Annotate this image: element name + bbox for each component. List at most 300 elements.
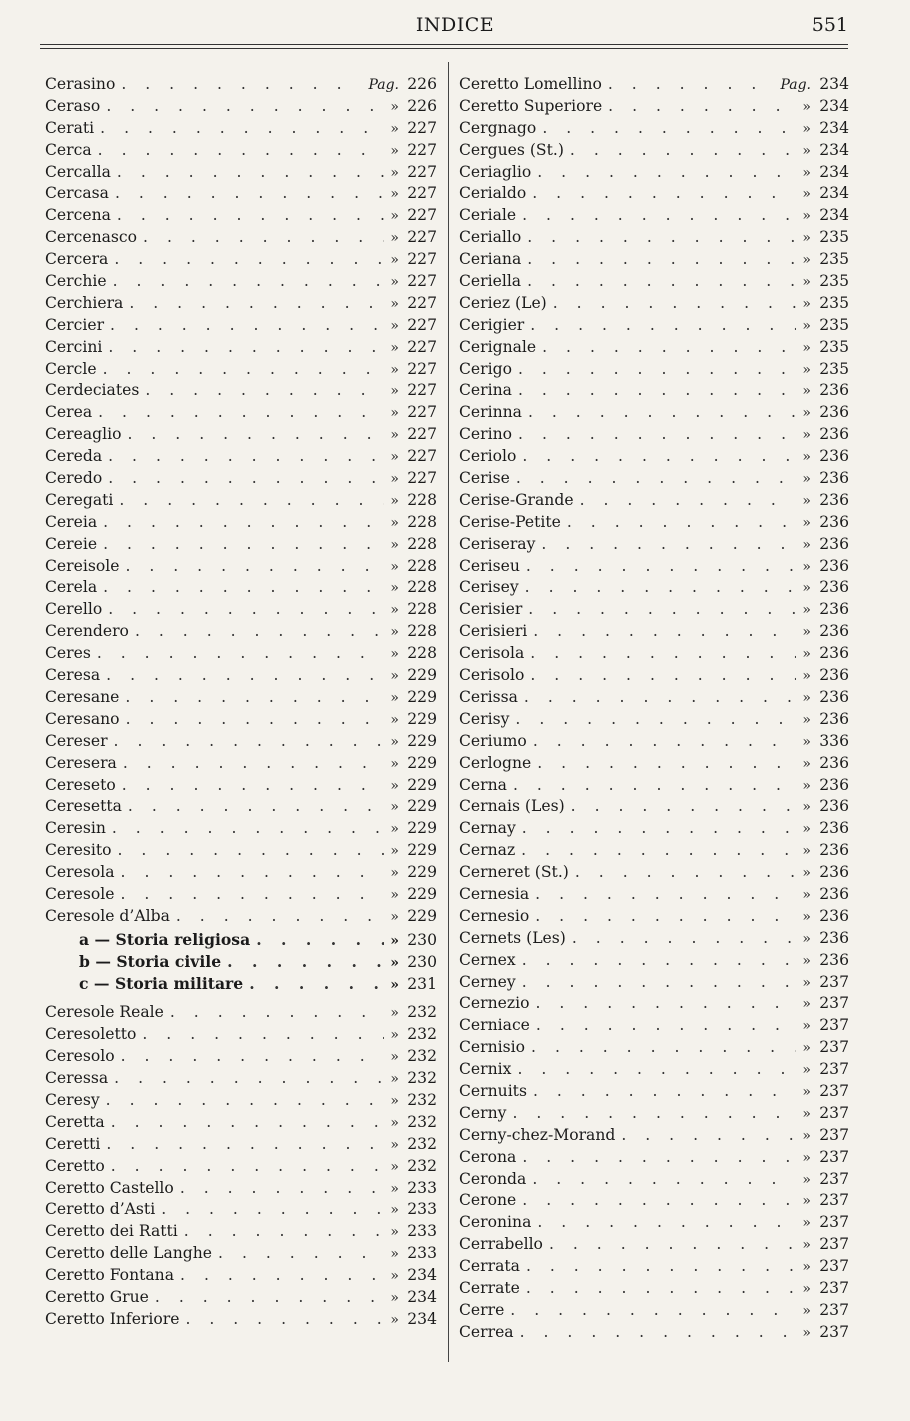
index-entry [459,1256,849,1278]
entry-ref: » [802,1149,811,1166]
entry-page: 237 [819,1147,849,1166]
dot-leader [510,1300,796,1322]
index-entry [45,1265,437,1287]
entry-ref: » [390,230,399,247]
dot-leader [117,162,385,184]
dot-leader [512,1103,796,1125]
index-entry [459,731,849,753]
entry-ref: » [390,361,399,378]
entry-name: Cerchie [45,272,107,291]
entry-name: Cerisier [459,600,523,619]
index-entry [459,490,849,512]
entry-ref: » [802,865,811,882]
entry-ref: » [390,777,399,794]
entry-name: Ceresetta [45,797,122,816]
entry-name: Cernais (Les) [459,797,565,816]
index-entry [459,687,849,709]
index-entry [459,337,849,359]
entry-page: 237 [819,1278,849,1297]
entry-ref: » [390,1289,399,1306]
index-entry [459,972,849,994]
entry-name: Ceretti [45,1134,101,1153]
entry-name: Cernezio [459,994,530,1013]
entry-ref: » [802,383,811,400]
entry-name: Cerrea [459,1322,514,1341]
entry-ref: » [390,1005,399,1022]
index-entry [459,599,849,621]
index-entry [459,1278,849,1300]
dot-leader [527,249,796,271]
entry-ref: » [802,449,811,466]
dot-leader [549,1234,796,1256]
entry-ref: » [802,930,811,947]
entry-ref: » [390,1311,399,1328]
index-entry [45,818,437,840]
entry-page: 227 [407,425,437,444]
dot-leader [115,183,384,205]
entry-name: Ceresolo [45,1047,115,1066]
entry-ref: » [802,361,811,378]
entry-page: 232 [407,1025,437,1044]
entry-ref: » [390,954,399,971]
entry-page: 227 [407,381,437,400]
entry-ref: » [390,976,399,993]
entry-ref: » [390,755,399,772]
dot-leader [518,359,796,381]
index-entry [459,205,849,227]
index-entry [45,380,437,402]
entry-ref: » [802,427,811,444]
entry-page: 227 [407,359,437,378]
entry-name: Ceresin [45,819,106,838]
index-entry [459,753,849,775]
entry-name: Ceretto Superiore [459,96,603,115]
dot-leader [128,796,385,818]
index-entry [45,1134,437,1156]
index-entry [45,862,437,884]
entry-page: 234 [819,118,849,137]
dot-leader [108,599,384,621]
index-entry [459,271,849,293]
entry-name: Ceresoletto [45,1025,137,1044]
entry-ref: » [802,1215,811,1232]
index-entry [459,643,849,665]
index-entry [459,1147,849,1169]
header-rule-bottom [40,48,848,49]
entry-page: 227 [407,118,437,137]
entry-page: 237 [819,994,849,1013]
dot-leader [513,775,796,797]
dot-leader [537,753,796,775]
entry-page: 229 [407,863,437,882]
entry-ref: » [802,952,811,969]
dot-leader [161,1199,384,1221]
entry-ref: » [390,471,399,488]
dot-leader [553,293,797,315]
dot-leader [608,96,796,118]
entry-name: Cernix [459,1060,512,1079]
entry-ref: » [802,1237,811,1254]
entry-ref: » [390,821,399,838]
index-entry [45,74,437,96]
entry-page: 235 [819,337,849,356]
dot-leader [533,621,796,643]
index-entry [45,1309,437,1331]
entry-name: Cernets (Les) [459,928,566,947]
entry-page: 234 [819,206,849,225]
entry-page: 236 [819,884,849,903]
entry-page: 229 [407,884,437,903]
dot-leader [98,140,385,162]
dot-leader [114,249,384,271]
entry-page: 236 [819,687,849,706]
entry-page: 229 [407,906,437,925]
index-entry [459,950,849,972]
index-entry [459,402,849,424]
index-entry [459,468,849,490]
entry-page: 236 [819,534,849,553]
dot-leader [530,315,796,337]
index-entry [459,1081,849,1103]
entry-name: Ceresole Reale [45,1003,164,1022]
dot-leader [532,1169,796,1191]
entry-name: Ceresola [45,863,115,882]
dot-leader [580,490,797,512]
entry-ref: » [802,1324,811,1341]
entry-page: 229 [407,666,437,685]
index-entry [459,1037,849,1059]
entry-page: 236 [819,666,849,685]
entry-name: Cerna [459,775,507,794]
entry-page: 236 [819,512,849,531]
entry-page: 228 [407,644,437,663]
entry-page: 234 [407,1309,437,1328]
entry-page: 234 [819,162,849,181]
index-entry [459,840,849,862]
dot-leader [106,96,384,118]
index-entry [45,249,437,271]
index-entry [459,577,849,599]
dot-leader [117,205,385,227]
entry-ref: Pag. [780,77,811,93]
entry-name: Cernesio [459,906,530,925]
dot-leader [185,1309,384,1331]
entry-page: 336 [819,731,849,750]
dot-leader [522,972,797,994]
entry-ref: » [390,908,399,925]
entry-page: 237 [819,1235,849,1254]
entry-name: Ceres [45,644,91,663]
entry-page: 237 [819,1038,849,1057]
entry-name: Cercenasco [45,228,138,247]
index-entry [45,271,437,293]
index-entry [45,1002,437,1024]
dot-leader [143,227,384,249]
entry-page: 229 [407,775,437,794]
entry-name: Ceretto dei Ratti [45,1222,178,1241]
index-entry [459,1190,849,1212]
entry-page: 228 [407,556,437,575]
dot-leader [526,1278,797,1300]
entry-page: 235 [819,228,849,247]
index-entry [459,1234,849,1256]
entry-page: 228 [407,490,437,509]
entry-name: Cerdeciates [45,381,140,400]
entry-page: 232 [407,1112,437,1131]
entry-page: 232 [407,1003,437,1022]
entry-page: 229 [407,841,437,860]
entry-name: Ceresole d’Alba [45,906,170,925]
dot-leader [518,380,796,402]
entry-ref: » [802,1171,811,1188]
entry-name: Ceriella [459,272,522,291]
dot-leader [542,118,796,140]
index-entry [45,359,437,381]
entry-name: Cerisolo [459,666,525,685]
entry-ref: » [802,668,811,685]
index-column-left [45,74,437,1331]
entry-ref: » [802,1083,811,1100]
entry-ref: » [802,492,811,509]
dot-leader [528,402,796,424]
dot-leader [621,1125,796,1147]
entry-name: Ceretto [45,1156,105,1175]
entry-page: 236 [819,600,849,619]
entry-page: 228 [407,534,437,553]
entry-ref: » [802,733,811,750]
entry-ref: » [390,1224,399,1241]
index-entry [45,1068,437,1090]
entry-ref: » [802,230,811,247]
entry-name: Cerasino [45,75,116,93]
entry-ref: » [802,1302,811,1319]
entry-name: Ceretto Lomellino [459,75,602,93]
entry-page: 237 [819,1081,849,1100]
entry-name: Ceresane [45,687,120,706]
entry-ref: » [802,295,811,312]
entry-name: Cercier [45,315,105,334]
entry-name: Cerny-chez-Morand [459,1125,616,1144]
index-entry [45,1178,437,1200]
dot-leader [103,534,384,556]
index-entry [459,1015,849,1037]
entry-name: Cereaglio [45,425,122,444]
entry-page: 227 [407,272,437,291]
index-entry [459,796,849,818]
entry-name: Cerino [459,425,513,444]
entry-page: 237 [819,1103,849,1122]
entry-page: 233 [407,1244,437,1263]
entry-page: 227 [407,315,437,334]
entry-page: 236 [819,490,849,509]
entry-page: 227 [407,337,437,356]
index-entry [45,1287,437,1309]
index-entry [45,1024,437,1046]
entry-name: Cerlogne [459,753,532,772]
entry-name: Cerinna [459,403,522,422]
entry-ref: » [802,689,811,706]
entry-page: 235 [819,359,849,378]
dot-leader [541,534,796,556]
index-entry [45,731,437,753]
entry-ref: » [802,98,811,115]
entry-name: Ceresera [45,753,117,772]
entry-ref: » [390,536,399,553]
entry-ref: » [802,1127,811,1144]
dot-leader [123,753,385,775]
index-entry [45,687,437,709]
dot-leader [537,1212,796,1234]
index-entry [459,118,849,140]
entry-name: Ceraso [45,96,101,115]
index-entry [45,1046,437,1068]
index-entry [45,884,437,906]
entry-page: 230 [407,930,437,949]
entry-ref: » [390,449,399,466]
dot-leader [176,906,385,928]
entry-ref: » [802,252,811,269]
entry-page: 229 [407,753,437,772]
index-entry [45,162,437,184]
entry-page: 236 [819,622,849,641]
entry-page: 232 [407,1156,437,1175]
entry-ref: » [390,711,399,728]
dot-leader [256,929,384,951]
entry-ref: » [802,755,811,772]
index-entry [45,140,437,162]
entry-name: Ceretto Castello [45,1178,174,1197]
entry-name: Ceriumo [459,731,527,750]
dot-leader [521,840,796,862]
dot-leader [567,512,797,534]
entry-page: 229 [407,797,437,816]
entry-page: 234 [407,1266,437,1285]
index-entry [45,709,437,731]
dot-leader [170,1002,385,1024]
index-entry [459,818,849,840]
dot-leader [97,643,385,665]
entry-page: 237 [819,1060,849,1079]
entry-page: 230 [407,952,437,971]
entry-ref: » [802,317,811,334]
index-entry [45,315,437,337]
entry-name: Cerre [459,1300,505,1319]
index-entry [45,337,437,359]
index-entry [45,424,437,446]
entry-page: 232 [407,1090,437,1109]
entry-name: Cerea [45,403,93,422]
entry-page: 235 [819,250,849,269]
index-entry [45,490,437,512]
dot-leader [575,862,797,884]
entry-page: 236 [819,578,849,597]
entry-name: Cerisieri [459,622,528,641]
entry-ref: » [390,932,399,949]
dot-leader [120,884,384,906]
entry-ref: » [390,1246,399,1263]
entry-ref: » [390,733,399,750]
entry-ref: Pag. [368,77,399,93]
entry-ref: » [390,799,399,816]
index-entry [45,1221,437,1243]
dot-leader [155,1287,385,1309]
entry-ref: » [390,383,399,400]
entry-ref: » [390,295,399,312]
index-subentry [45,951,437,973]
entry-name: Ceresy [45,1090,100,1109]
entry-name: Cernay [459,819,516,838]
entry-page: 229 [407,819,437,838]
entry-ref: » [390,1071,399,1088]
entry-page: 228 [407,600,437,619]
entry-page: 237 [819,1169,849,1188]
entry-name: Cergues (St.) [459,140,564,159]
entry-ref: » [802,908,811,925]
entry-page: 237 [819,1213,849,1232]
entry-ref: » [390,274,399,291]
dot-leader [527,271,796,293]
index-entry [459,928,849,950]
entry-ref: » [802,1259,811,1276]
index-entry [459,293,849,315]
index-entry [459,1103,849,1125]
index-entry [45,621,437,643]
entry-ref: » [802,471,811,488]
dot-leader [111,1156,385,1178]
index-entry [45,446,437,468]
dot-leader [518,424,796,446]
entry-name: Ceronda [459,1169,527,1188]
entry-page: 234 [819,96,849,115]
entry-page: 226 [407,96,437,115]
dot-leader [114,731,385,753]
entry-name: Ceriaglio [459,162,532,181]
entry-name: Cernesia [459,884,530,903]
dot-leader [127,424,384,446]
entry-name: Cerisola [459,644,525,663]
index-entry [459,665,849,687]
entry-name: Cercena [45,206,111,225]
dot-leader [522,818,797,840]
index-entry [459,884,849,906]
dot-leader [570,140,797,162]
index-entry [459,993,849,1015]
entry-ref: » [802,186,811,203]
entry-page: 237 [819,972,849,991]
entry-ref: » [390,208,399,225]
dot-leader [608,74,775,96]
index-entry [45,599,437,621]
entry-name: Cerello [45,600,103,619]
entry-page: 237 [819,1300,849,1319]
entry-ref: » [802,1280,811,1297]
entry-name: Cerona [459,1147,517,1166]
dot-leader [142,1024,384,1046]
index-entry [459,424,849,446]
dot-leader [536,1015,797,1037]
index-entry [45,512,437,534]
entry-name: Cereie [45,534,98,553]
dot-leader [108,468,384,490]
index-entry [45,1243,437,1265]
entry-name: Ceriana [459,250,522,269]
page-number: 551 [811,14,848,36]
dot-leader [100,118,384,140]
dot-leader [110,315,384,337]
dot-leader [526,556,797,578]
dot-leader [119,490,384,512]
entry-name: Ceriallo [459,228,522,247]
